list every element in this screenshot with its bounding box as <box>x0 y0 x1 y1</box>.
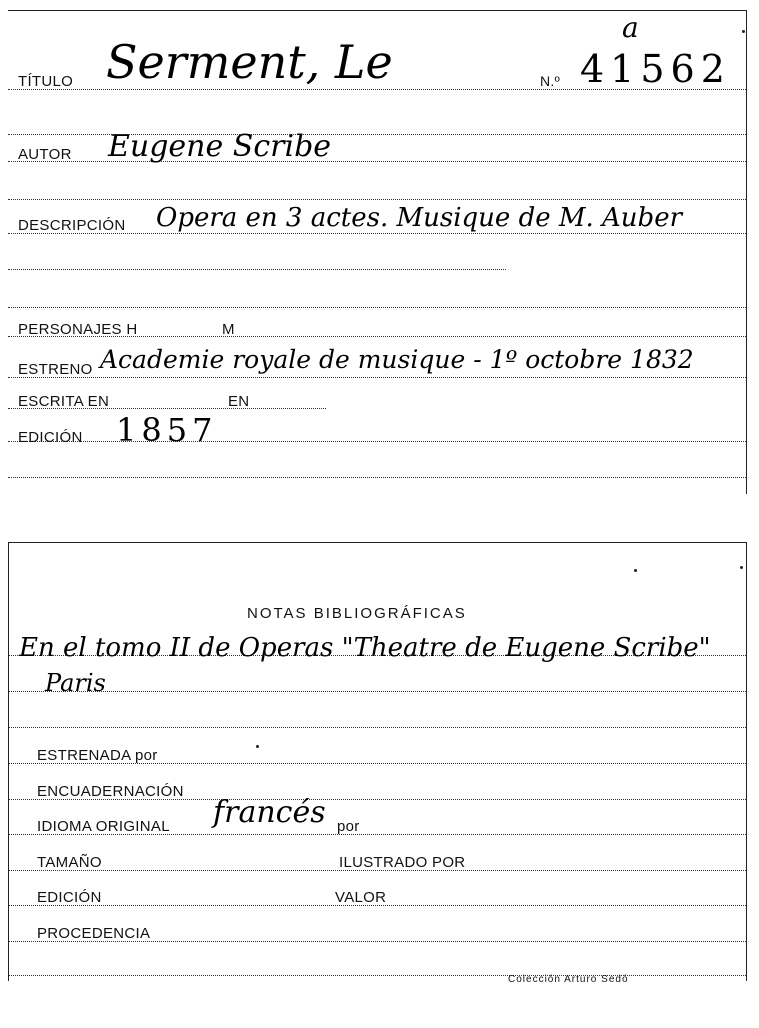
estreno-label: ESTRENO <box>18 361 93 378</box>
numero-label: N.º <box>540 73 561 89</box>
ink-speck <box>256 745 259 748</box>
rule-line <box>8 307 746 308</box>
procedencia-label: PROCEDENCIA <box>37 925 151 942</box>
estreno-line <box>8 377 746 378</box>
coleccion-footer: Colección Arturo Sedó <box>508 974 629 985</box>
autor-label: AUTOR <box>18 146 72 163</box>
idioma-label: IDIOMA ORIGINAL <box>37 818 170 835</box>
catalog-card-bottom <box>8 542 747 981</box>
encuadernacion-label: ENCUADERNACIÓN <box>37 783 184 800</box>
idioma-value: francés <box>213 795 326 830</box>
escrita-label: ESCRITA EN <box>18 393 110 410</box>
ilustrado-label: ILUSTRADO POR <box>339 854 466 871</box>
edicion-value: 1857 <box>116 411 218 449</box>
personajes-label: PERSONAJES H <box>18 321 138 338</box>
notas-line <box>9 691 746 692</box>
numero-suffix: a <box>622 11 639 44</box>
edicion-label: EDICIÓN <box>18 429 83 446</box>
tamano-label: TAMAÑO <box>37 854 102 871</box>
rule-line <box>8 477 746 478</box>
autor-value: Eugene Scribe <box>108 129 332 164</box>
notas-heading: NOTAS BIBLIOGRÁFICAS <box>247 605 467 622</box>
notas-text-line2: Paris <box>45 669 106 697</box>
estrenada-label: ESTRENADA por <box>37 747 158 764</box>
escrita-en-label: EN <box>228 393 250 410</box>
rule-line <box>8 269 506 270</box>
personajes-m-label: M <box>222 321 235 338</box>
ink-speck <box>740 566 743 569</box>
rule-line <box>9 975 746 976</box>
ink-speck <box>742 30 745 33</box>
rule-line <box>9 727 746 728</box>
titulo-label: TÍTULO <box>18 73 74 90</box>
numero-value: 41562 <box>580 47 731 91</box>
idioma-por-label: por <box>337 818 360 835</box>
rule-line <box>8 199 746 200</box>
titulo-value: Serment, Le <box>106 35 393 89</box>
notas-text-line1: En el tomo II de Operas "Theatre de Eugene Scribe" <box>19 633 711 663</box>
edicion-bottom-label: EDICIÓN <box>37 889 102 906</box>
catalog-card-top <box>8 10 747 494</box>
estreno-value: Academie royale de musique - 1º octobre 1832 <box>100 345 694 374</box>
descripcion-value: Opera en 3 actes. Musique de M. Auber <box>156 203 683 233</box>
descripcion-label: DESCRIPCIÓN <box>18 217 126 234</box>
ink-speck <box>634 569 637 572</box>
valor-label: VALOR <box>335 889 387 906</box>
